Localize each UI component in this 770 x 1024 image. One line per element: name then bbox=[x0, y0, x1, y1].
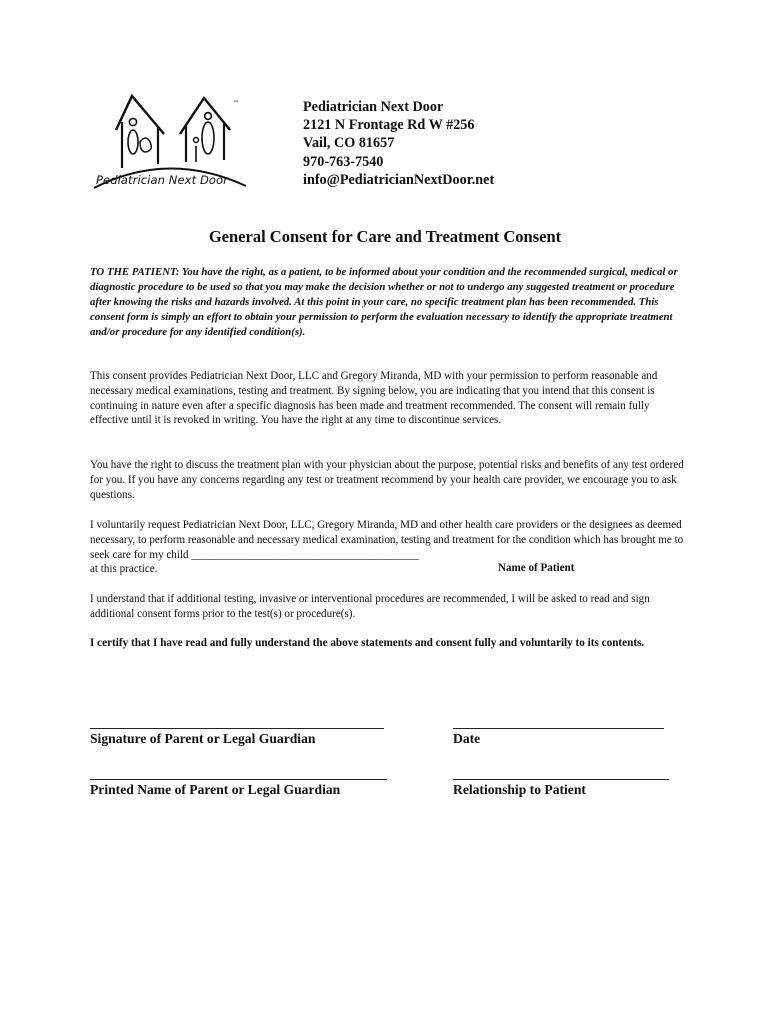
guardian-signature-label: Signature of Parent or Legal Guardian bbox=[90, 731, 316, 746]
logo-text: Pediatrician Next Door bbox=[96, 173, 228, 187]
printed-name-label: Printed Name of Parent or Legal Guardian bbox=[90, 782, 341, 797]
city-state-zip: Vail, CO 81657 bbox=[303, 135, 395, 152]
certification-statement: I certify that I have read and fully understand the above statements and consent fully and voluntarily to its contents. bbox=[90, 637, 645, 649]
guardian-signature-field[interactable] bbox=[90, 728, 384, 729]
consent-paragraph-1: This consent provides Pediatrician Next Door, LLC and Gregory Miranda, MD with your permission to perform reasonable and necessary medical examinations, testing and treatment. By signing below, you are indicating that you intend that this consent is continuing in nature even after a specific diagnosis has been made and treatment recommended. The consent will remain fully effective until it is revoked in writing. You have the right at any time to discontinue services. bbox=[90, 370, 658, 427]
printed-name-field[interactable] bbox=[90, 779, 387, 780]
date-field[interactable] bbox=[453, 728, 664, 729]
consent-paragraph-4: I understand that if additional testing, invasive or interventional procedures are recommended, I will be asked to read and sign additional consent forms prior to the test(s) or procedure(s). bbox=[90, 593, 650, 620]
consent-paragraph-3-end: at this practice. bbox=[90, 563, 158, 576]
patient-rights-intro: TO THE PATIENT: You have the right, as a patient, to be informed about your condition and the recommended surgical, medical or diagnostic procedure to be used so that you may make the decision whether or not to undergo any suggested treatment or procedure after knowing the risks and hazards involved. At this point in your care, no specific treatment plan has been recommended. This consent form is simply an effort to obtain your permission to perform the evaluation necessary to identify the appropriate treatment and/or procedure for any identified condition(s). bbox=[90, 266, 678, 338]
email-address: info@PediatricianNextDoor.net bbox=[303, 171, 495, 188]
document-title: General Consent for Care and Treatment Consent bbox=[208, 227, 562, 246]
consent-paragraph-3-text: I voluntarily request Pediatrician Next Door, LLC, Gregory Miranda, MD and other health care providers or the designees as deemed necessary, to perform reasonable and necessary medical examination, testing and treatment for the condition which has brought me to seek care for my child bbox=[90, 519, 684, 561]
phone-number: 970-763-7540 bbox=[303, 153, 384, 170]
date-label: Date bbox=[453, 731, 481, 746]
relationship-label: Relationship to Patient bbox=[453, 782, 586, 797]
relationship-field[interactable] bbox=[453, 779, 669, 780]
practice-name: Pediatrician Next Door bbox=[303, 99, 444, 115]
trademark-symbol: ™ bbox=[233, 100, 239, 107]
street-address: 2121 N Frontage Rd W #256 bbox=[303, 117, 475, 134]
practice-logo bbox=[88, 90, 258, 195]
practice-address bbox=[303, 98, 494, 189]
child-name-field[interactable]: _________________________________________ bbox=[191, 548, 419, 561]
consent-paragraph-3 bbox=[90, 518, 684, 577]
consent-paragraph-2: You have the right to discuss the treatment plan with your physician about the purpose, potential risks and benefits of any test ordered for you. If you have any concerns regarding any test or treatment recommend by your health care provider, we encourage you to ask questions. bbox=[90, 459, 684, 501]
name-of-patient-label: Name of Patient bbox=[498, 562, 575, 574]
